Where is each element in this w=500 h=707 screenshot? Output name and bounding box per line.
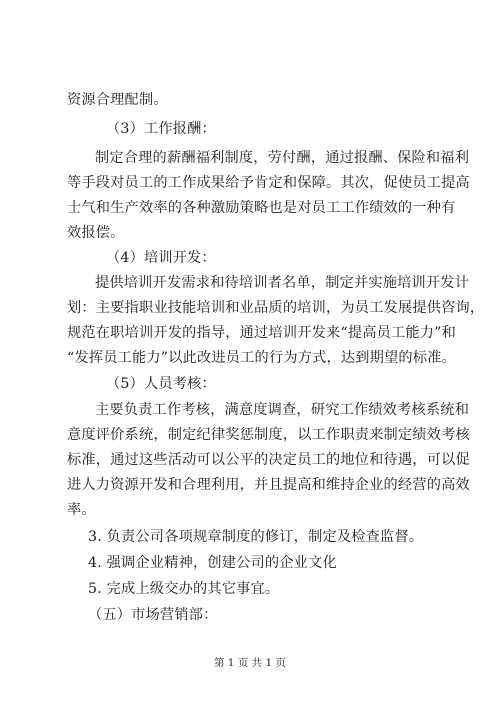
numbered-item-3: 3. 负责公司各项规章制度的修订，制定及检查监督。 [88, 529, 424, 545]
text-line: “发挥员工能力”以此改进员工的行为方式，达到期望的标准。 [67, 350, 456, 366]
text-line: 主要负责工作考核，满意度调查，研究工作绩效考核系统和 [95, 402, 470, 418]
section-heading-work-pay: （3）工作报酬： [106, 121, 216, 137]
page-footer: 第 1 页 共 1 页 [213, 657, 287, 669]
text-line: 率。 [67, 502, 96, 518]
section-heading-assessment: （5）人员考核： [106, 376, 216, 392]
text-line: 划：主要指职业技能培训和业品质的培训，为员工发展提供咨询， [67, 300, 485, 316]
section-heading-training: （4）培训开发： [106, 250, 216, 266]
text-line: 效报偿。 [67, 225, 125, 241]
numbered-item-4: 4. 强调企业精神，创建公司的企业文化 [88, 555, 337, 571]
section-heading-marketing: （五）市场营销部： [88, 607, 218, 623]
text-line: 制定合理的薪酬福利制度，劳付酬，通过报酬、保险和福利 [95, 150, 470, 166]
text-line: 标准，通过这些活动可以公平的决定员工的地位和待遇，可以促 [67, 452, 470, 468]
text-line: 提供培训开发需求和待培训者名单，制定并实施培训开发计 [95, 275, 470, 291]
text-line: 资源合理配制。 [67, 92, 168, 108]
text-line: 规范在职培训开发的指导，通过培训开发来“提高员工能力”和 [67, 325, 456, 341]
text-line: 意度评价系统，制定纪律奖惩制度，以工作职责来制定绩效考核 [67, 427, 470, 443]
numbered-item-5: 5. 完成上级交办的其它事宜。 [88, 581, 280, 597]
text-line: 进人力资源开发和合理利用，并且提高和维持企业的经营的高效 [67, 477, 470, 493]
text-line: 等手段对员工的工作成果给予肯定和保障。其次，促使员工提高 [67, 175, 470, 191]
text-line: 士气和生产效率的各种激励策略也是对员工工作绩效的一种有 [67, 200, 456, 216]
